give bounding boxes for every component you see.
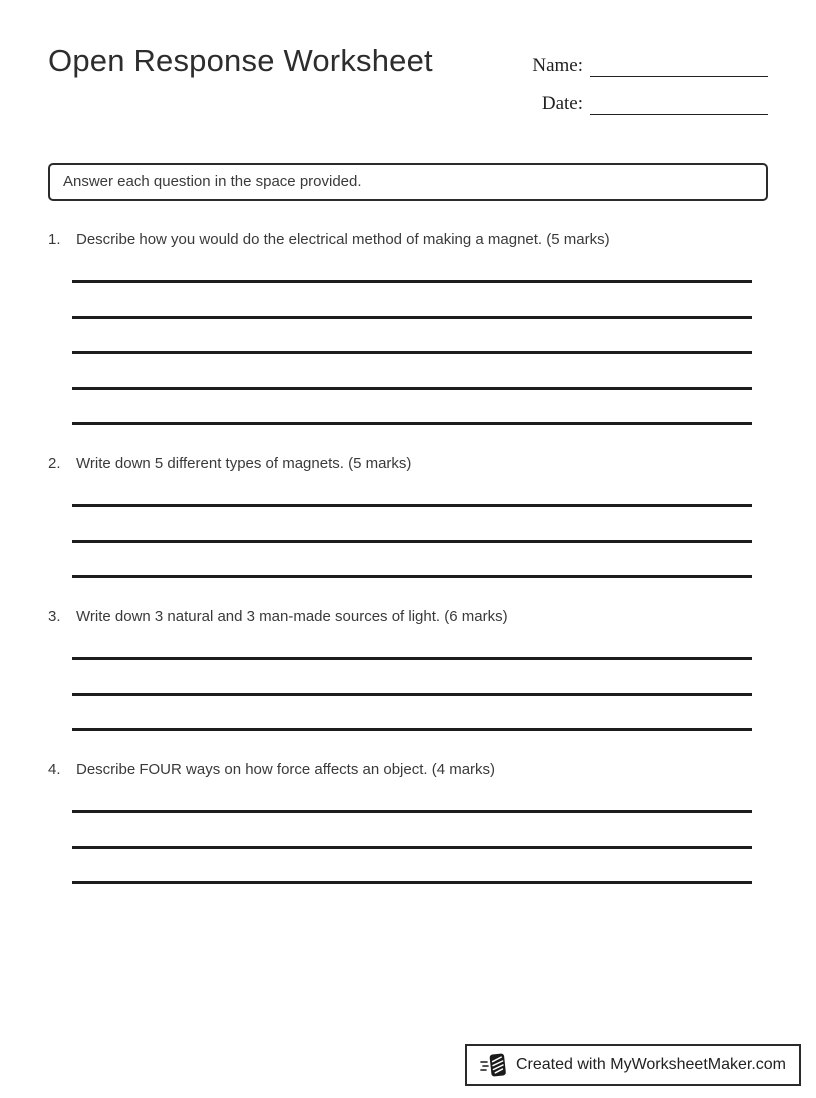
question-block xyxy=(48,606,768,731)
instructions-text: Answer each question in the space provided. xyxy=(63,173,362,190)
footer-badge xyxy=(465,1044,801,1086)
answer-line xyxy=(72,660,752,696)
answer-line xyxy=(72,696,752,732)
question-row xyxy=(48,229,768,251)
answer-line xyxy=(72,543,752,579)
question-row xyxy=(48,759,768,781)
answer-lines xyxy=(72,475,752,578)
question-text: Describe FOUR ways on how force affects an object. (4 marks) xyxy=(76,761,496,778)
date-label: Date: xyxy=(541,93,583,115)
questions xyxy=(48,229,768,884)
question-row xyxy=(48,606,768,628)
answer-line xyxy=(72,475,752,507)
question-block xyxy=(48,229,768,425)
question-number: 3. xyxy=(48,608,61,625)
question-block xyxy=(48,453,768,578)
answer-line xyxy=(72,849,752,885)
answer-line xyxy=(72,283,752,319)
question-text: Write down 3 natural and 3 man-made sources of light. (6 marks) xyxy=(76,608,508,625)
page-title: Open Response Worksheet xyxy=(48,43,433,78)
header xyxy=(48,42,768,115)
answer-line xyxy=(72,813,752,849)
answer-line xyxy=(72,628,752,660)
name-label: Name: xyxy=(532,55,583,77)
date-field-line xyxy=(590,88,768,115)
answer-line xyxy=(72,251,752,283)
answer-line xyxy=(72,319,752,355)
instructions-box xyxy=(48,163,768,201)
question-text: Describe how you would do the electrical method of making a magnet. (5 marks) xyxy=(76,231,610,248)
question-number: 2. xyxy=(48,455,61,472)
footer-text: Created with MyWorksheetMaker.com xyxy=(515,1056,786,1073)
answer-line xyxy=(72,507,752,543)
name-row xyxy=(518,50,768,77)
answer-lines xyxy=(72,251,752,425)
answer-lines xyxy=(72,628,752,731)
question-text: Write down 5 different types of magnets. (5 marks) xyxy=(76,455,412,472)
question-block xyxy=(48,759,768,884)
question-number: 4. xyxy=(48,761,61,778)
name-field-line xyxy=(590,50,768,77)
answer-line xyxy=(72,781,752,813)
question-number: 1. xyxy=(48,231,61,248)
question-row xyxy=(48,453,768,475)
answer-line xyxy=(72,354,752,390)
answer-line xyxy=(72,390,752,426)
date-row xyxy=(518,88,768,115)
name-date-block xyxy=(518,50,768,115)
answer-lines xyxy=(72,781,752,884)
flying-worksheet-icon xyxy=(480,1051,508,1079)
